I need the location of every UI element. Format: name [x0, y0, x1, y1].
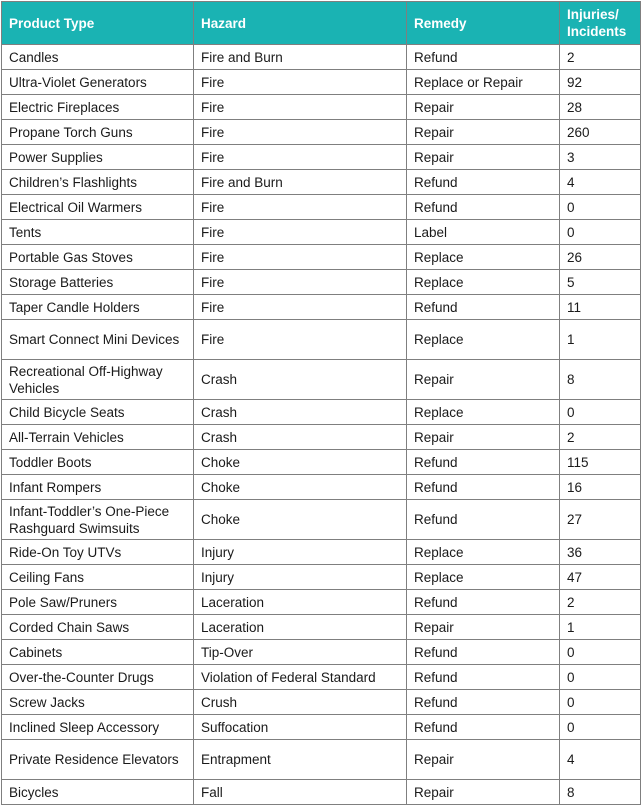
product-cell: Taper Candle Holders: [2, 295, 194, 320]
table-row: [2, 220, 641, 245]
product-cell: Candles: [2, 45, 194, 70]
table-row: [2, 540, 641, 565]
injuries-cell: 260: [560, 120, 641, 145]
remedy-cell: Refund: [407, 500, 560, 540]
injuries-cell: 0: [560, 195, 641, 220]
product-cell: All-Terrain Vehicles: [2, 425, 194, 450]
injuries-cell: 8: [560, 780, 641, 805]
injuries-cell: 4: [560, 170, 641, 195]
product-cell: Infant-Toddler’s One-Piece Rashguard Swimsuits: [2, 500, 194, 540]
injuries-cell: 16: [560, 475, 641, 500]
injuries-cell: 27: [560, 500, 641, 540]
table-row: [2, 245, 641, 270]
table-row: [2, 270, 641, 295]
product-cell: Ceiling Fans: [2, 565, 194, 590]
injuries-cell: 47: [560, 565, 641, 590]
table-row: [2, 615, 641, 640]
remedy-cell: Replace: [407, 270, 560, 295]
remedy-cell: Refund: [407, 295, 560, 320]
product-cell: Screw Jacks: [2, 690, 194, 715]
table-row: [2, 95, 641, 120]
hazard-cell: Entrapment: [194, 740, 407, 780]
table-row: [2, 45, 641, 70]
header-row: [2, 2, 641, 45]
hazard-cell: Crash: [194, 400, 407, 425]
table-row: [2, 120, 641, 145]
injuries-cell: 8: [560, 360, 641, 400]
injuries-cell: 11: [560, 295, 641, 320]
header-remedy: Remedy: [407, 2, 560, 45]
hazard-cell: Fire: [194, 220, 407, 245]
product-cell: Bicycles: [2, 780, 194, 805]
injuries-cell: 1: [560, 615, 641, 640]
table-row: [2, 170, 641, 195]
hazard-cell: Fire: [194, 95, 407, 120]
product-cell: Pole Saw/Pruners: [2, 590, 194, 615]
hazard-cell: Choke: [194, 475, 407, 500]
hazard-cell: Fire: [194, 270, 407, 295]
product-cell: Toddler Boots: [2, 450, 194, 475]
table-row: [2, 500, 641, 540]
product-cell: Recreational Off-Highway Vehicles: [2, 360, 194, 400]
hazard-cell: Injury: [194, 540, 407, 565]
remedy-cell: Repair: [407, 360, 560, 400]
injuries-cell: 92: [560, 70, 641, 95]
remedy-cell: Repair: [407, 740, 560, 780]
injuries-cell: 2: [560, 425, 641, 450]
hazard-cell: Fall: [194, 780, 407, 805]
header-injuries-incidents: Injuries/ Incidents: [560, 2, 641, 45]
table-row: [2, 145, 641, 170]
product-cell: Cabinets: [2, 640, 194, 665]
hazard-cell: Violation of Federal Standard: [194, 665, 407, 690]
hazard-cell: Fire: [194, 145, 407, 170]
remedy-cell: Replace: [407, 540, 560, 565]
hazard-cell: Fire: [194, 320, 407, 360]
hazard-cell: Fire: [194, 245, 407, 270]
hazard-cell: Fire: [194, 295, 407, 320]
product-cell: Electric Fireplaces: [2, 95, 194, 120]
remedy-cell: Repair: [407, 145, 560, 170]
injuries-cell: 2: [560, 590, 641, 615]
remedy-cell: Repair: [407, 120, 560, 145]
product-cell: Child Bicycle Seats: [2, 400, 194, 425]
hazard-cell: Laceration: [194, 615, 407, 640]
table-row: [2, 665, 641, 690]
hazard-cell: Crash: [194, 360, 407, 400]
injuries-cell: 28: [560, 95, 641, 120]
product-cell: Inclined Sleep Accessory: [2, 715, 194, 740]
remedy-cell: Refund: [407, 475, 560, 500]
injuries-cell: 1: [560, 320, 641, 360]
product-cell: Smart Connect Mini Devices: [2, 320, 194, 360]
injuries-cell: 0: [560, 665, 641, 690]
injuries-cell: 0: [560, 640, 641, 665]
product-cell: Propane Torch Guns: [2, 120, 194, 145]
table-row: [2, 450, 641, 475]
remedy-cell: Repair: [407, 95, 560, 120]
table-row: [2, 425, 641, 450]
product-cell: Infant Rompers: [2, 475, 194, 500]
product-cell: Corded Chain Saws: [2, 615, 194, 640]
remedy-cell: Repair: [407, 615, 560, 640]
injuries-cell: 0: [560, 400, 641, 425]
hazard-cell: Crush: [194, 690, 407, 715]
hazard-cell: Injury: [194, 565, 407, 590]
injuries-cell: 115: [560, 450, 641, 475]
injuries-cell: 26: [560, 245, 641, 270]
remedy-cell: Refund: [407, 665, 560, 690]
remedy-cell: Replace: [407, 400, 560, 425]
hazard-cell: Fire and Burn: [194, 170, 407, 195]
hazard-cell: Laceration: [194, 590, 407, 615]
injuries-cell: 5: [560, 270, 641, 295]
remedy-cell: Refund: [407, 640, 560, 665]
hazard-cell: Fire: [194, 120, 407, 145]
injuries-cell: 0: [560, 220, 641, 245]
injuries-cell: 3: [560, 145, 641, 170]
product-cell: Over-the-Counter Drugs: [2, 665, 194, 690]
table-row: [2, 640, 641, 665]
table-row: [2, 295, 641, 320]
remedy-cell: Refund: [407, 690, 560, 715]
table-row: [2, 195, 641, 220]
recalls-table: [1, 1, 641, 805]
table-row: [2, 400, 641, 425]
injuries-cell: 36: [560, 540, 641, 565]
remedy-cell: Repair: [407, 425, 560, 450]
remedy-cell: Refund: [407, 450, 560, 475]
hazard-cell: Fire: [194, 70, 407, 95]
remedy-cell: Repair: [407, 780, 560, 805]
remedy-cell: Refund: [407, 45, 560, 70]
table-row: [2, 780, 641, 805]
product-cell: Tents: [2, 220, 194, 245]
remedy-cell: Replace: [407, 320, 560, 360]
table-body: [2, 45, 641, 805]
product-cell: Portable Gas Stoves: [2, 245, 194, 270]
hazard-cell: Crash: [194, 425, 407, 450]
hazard-cell: Tip-Over: [194, 640, 407, 665]
injuries-cell: 2: [560, 45, 641, 70]
table-row: [2, 360, 641, 400]
remedy-cell: Refund: [407, 715, 560, 740]
header-product-type: Product Type: [2, 2, 194, 45]
table-row: [2, 475, 641, 500]
product-cell: Private Residence Elevators: [2, 740, 194, 780]
injuries-cell: 4: [560, 740, 641, 780]
product-cell: Storage Batteries: [2, 270, 194, 295]
table-row: [2, 690, 641, 715]
table-row: [2, 590, 641, 615]
remedy-cell: Label: [407, 220, 560, 245]
injuries-cell: 0: [560, 690, 641, 715]
remedy-cell: Refund: [407, 195, 560, 220]
table-row: [2, 320, 641, 360]
remedy-cell: Replace: [407, 565, 560, 590]
table-row: [2, 740, 641, 780]
remedy-cell: Replace or Repair: [407, 70, 560, 95]
header-hazard: Hazard: [194, 2, 407, 45]
hazard-cell: Choke: [194, 500, 407, 540]
hazard-cell: Fire: [194, 195, 407, 220]
table-row: [2, 715, 641, 740]
product-cell: Electrical Oil Warmers: [2, 195, 194, 220]
hazard-cell: Fire and Burn: [194, 45, 407, 70]
remedy-cell: Refund: [407, 170, 560, 195]
product-cell: Children’s Flashlights: [2, 170, 194, 195]
table-row: [2, 70, 641, 95]
product-cell: Ultra-Violet Generators: [2, 70, 194, 95]
injuries-cell: 0: [560, 715, 641, 740]
remedy-cell: Refund: [407, 590, 560, 615]
product-cell: Power Supplies: [2, 145, 194, 170]
table-row: [2, 565, 641, 590]
hazard-cell: Choke: [194, 450, 407, 475]
remedy-cell: Replace: [407, 245, 560, 270]
product-cell: Ride-On Toy UTVs: [2, 540, 194, 565]
hazard-cell: Suffocation: [194, 715, 407, 740]
